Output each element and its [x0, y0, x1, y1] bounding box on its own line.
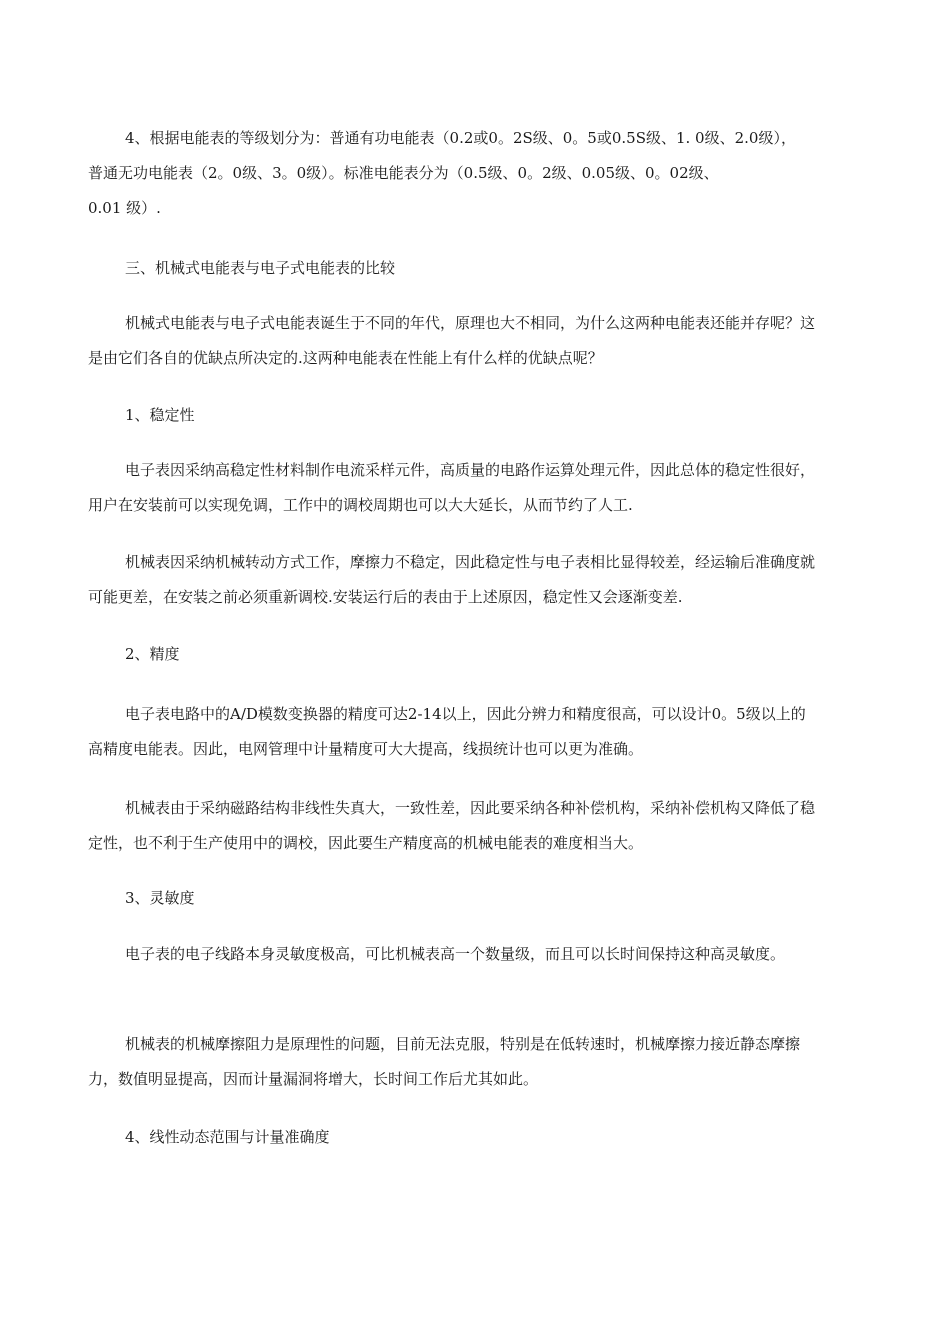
subheading-sensitivity: 3、灵敏度 [125, 889, 195, 907]
text-line: 是由它们各自的优缺点所决定的.这两种电能表在性能上有什么样的优缺点呢？ [88, 349, 603, 367]
paragraph-electronic-precision [88, 697, 870, 767]
text-line: 可能更差，在安装之前必须重新调校.安装运行后的表由于上述原因，稳定性又会逐渐变差. [88, 588, 683, 606]
paragraph-intro [88, 306, 870, 376]
paragraph-mechanical-sensitivity [88, 1027, 870, 1097]
text-line: 机械表的机械摩擦阻力是原理性的问题，目前无法克服，特别是在低转速时，机械摩擦力接近静态摩擦 [125, 1035, 801, 1053]
paragraph-mechanical-precision [88, 791, 870, 861]
text-line: 机械表因采纳机械转动方式工作，摩擦力不稳定，因此稳定性与电子表相比显得较差，经运输后准确度就 [125, 553, 816, 571]
text-line: 机械表由于采纳磁路结构非线性失真大，一致性差，因此要采纳各种补偿机构，采纳补偿机构又降低了稳 [125, 799, 816, 817]
text-line: 高精度电能表。因此，电网管理中计量精度可大大提高，线损统计也可以更为准确。 [88, 740, 644, 758]
paragraph-mechanical-stability [88, 545, 870, 615]
section-title: 三、机械式电能表与电子式电能表的比较 [125, 259, 396, 277]
paragraph-electronic-sensitivity [88, 937, 870, 972]
text-line: 普通无功电能表（2。0级、3。0级）。标准电能表分为（0.5级、0。2级、0.05级、0。02级、 [88, 164, 719, 182]
subheading-linear-range: 4、线性动态范围与计量准确度 [125, 1128, 330, 1146]
subheading-precision: 2、精度 [125, 645, 180, 663]
text-line: 电子表的电子线路本身灵敏度极高，可比机械表高一个数量级，而且可以长时间保持这种高灵敏度。 [125, 945, 786, 963]
text-line: 0.01 级）. [88, 199, 161, 217]
text-line: 机械式电能表与电子式电能表诞生于不同的年代，原理也大不相同，为什么这两种电能表还能并存呢？这 [125, 314, 816, 332]
text-line: 电子表因采纳高稳定性材料制作电流采样元件，高质量的电路作运算处理元件，因此总体的稳定性很好， [125, 461, 816, 479]
subheading-stability: 1、稳定性 [125, 406, 195, 424]
text-line: 用户在安装前可以实现免调，工作中的调校周期也可以大大延长，从而节约了人工. [88, 496, 633, 514]
text-line: 定性，也不利于生产使用中的调校，因此要生产精度高的机械电能表的难度相当大。 [88, 834, 644, 852]
text-line: 力，数值明显提高，因而计量漏洞将增大，长时间工作后尤其如此。 [88, 1070, 539, 1088]
text-line: 电子表电路中的A/D模数变换器的精度可达2-14以上，因此分辨力和精度很高，可以设计0。5级以上的 [125, 705, 806, 723]
text-line: 4、根据电能表的等级划分为：普通有功电能表（0.2或0。2S级、0。5或0.5S级、1. 0级、2.0级）， [125, 129, 796, 147]
paragraph-grade-classification [88, 121, 870, 226]
paragraph-electronic-stability [88, 453, 870, 523]
